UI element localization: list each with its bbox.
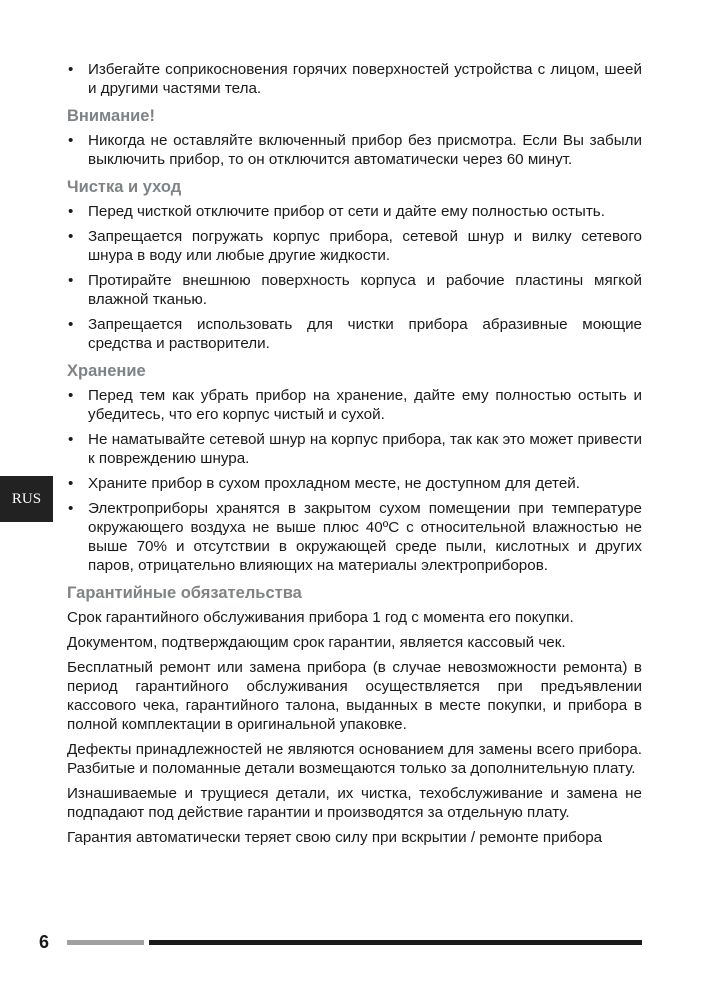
list-item-text: Запрещается погружать корпус прибора, сетевой шнур и вилку сетевого шнура в воду или любые другие жидкости.	[88, 228, 642, 264]
bullet: •	[68, 132, 74, 149]
list-item-text: Электроприборы хранятся в закрытом сухом помещении при температуре окружающего воздуха не выше плюс 40ºС с относительной влажностью не выше 70% и отсутствии в окружающей среде пыли, кислотных и других паров, отрицательно влияющих на материалы электроприборов.	[88, 500, 642, 574]
list-item-text: Не наматывайте сетевой шнур на корпус прибора, так как это может привести к повреждению шнура.	[88, 431, 642, 467]
bullet: •	[68, 61, 74, 78]
bullet: •	[68, 500, 74, 517]
list-item-text: Протирайте внешнюю поверхность корпуса и рабочие пластины мягкой влажной тканью.	[88, 272, 642, 308]
list-item-text: Перед тем как убрать прибор на хранение, дайте ему полностью остыть и убедитесь, что его корпус чистый и сухой.	[88, 387, 642, 423]
bullet: •	[68, 272, 74, 289]
attention-list	[67, 131, 642, 169]
bullet: •	[68, 387, 74, 404]
bullet: •	[68, 203, 74, 220]
list-item	[67, 271, 642, 309]
page-number: 6	[39, 932, 50, 952]
cleaning-heading: Чистка и уход	[67, 178, 182, 196]
list-item-text: Избегайте соприкосновения горячих поверхностей устройства с лицом, шеей и другими частями тела.	[88, 61, 642, 97]
attention-heading: Внимание!	[67, 107, 155, 125]
list-item	[67, 315, 642, 353]
list-item	[67, 227, 642, 265]
bullet: •	[68, 316, 74, 333]
storage-list	[67, 386, 642, 575]
list-item	[67, 386, 642, 424]
list-item	[67, 131, 642, 169]
warranty-heading: Гарантийные обязательства	[67, 584, 302, 602]
list-item-text: Никогда не оставляйте включенный прибор без присмотра. Если Вы забыли выключить прибор, то он отключится автоматически через 60 минут.	[88, 132, 642, 168]
footer-rule-gray	[67, 940, 144, 945]
bullet: •	[68, 228, 74, 245]
list-item	[67, 60, 642, 98]
top-list	[67, 60, 642, 98]
page-content	[67, 60, 642, 853]
warranty-paragraph: Документом, подтверждающим срок гарантии, является кассовый чек.	[67, 634, 566, 651]
list-item-text: Храните прибор в сухом прохладном месте, не доступном для детей.	[88, 475, 580, 492]
language-tab: RUS	[0, 476, 53, 522]
warranty-paragraph: Бесплатный ремонт или замена прибора (в случае невозможности ремонта) в период гарантийного обслуживания осуществляется при предъявлении кассового чека, гарантийного талона, выданных в месте покупки, и прибора в полной комплектации в оригинальной упаковке.	[67, 659, 642, 733]
bullet: •	[68, 431, 74, 448]
warranty-paragraph: Изнашиваемые и трущиеся детали, их чистка, техобслуживание и замена не подпадают под действие гарантии и производятся за отдельную плату.	[67, 785, 642, 821]
warranty-paragraph: Срок гарантийного обслуживания прибора 1 год с момента его покупки.	[67, 609, 574, 626]
list-item	[67, 430, 642, 468]
list-item	[67, 499, 642, 575]
warranty-paragraph: Гарантия автоматически теряет свою силу при вскрытии / ремонте прибора	[67, 829, 603, 846]
cleaning-list	[67, 202, 642, 353]
list-item-text: Перед чисткой отключите прибор от сети и дайте ему полностью остыть.	[88, 203, 605, 220]
footer-rule-black	[149, 940, 642, 945]
list-item	[67, 202, 642, 221]
list-item-text: Запрещается использовать для чистки прибора абразивные моющие средства и растворители.	[88, 316, 642, 352]
list-item	[67, 474, 642, 493]
warranty-paragraph: Дефекты принадлежностей не являются основанием для замены всего прибора. Разбитые и поломанные детали возмещаются только за дополнительную плату.	[67, 741, 642, 777]
bullet: •	[68, 475, 74, 492]
storage-heading: Хранение	[67, 362, 146, 380]
